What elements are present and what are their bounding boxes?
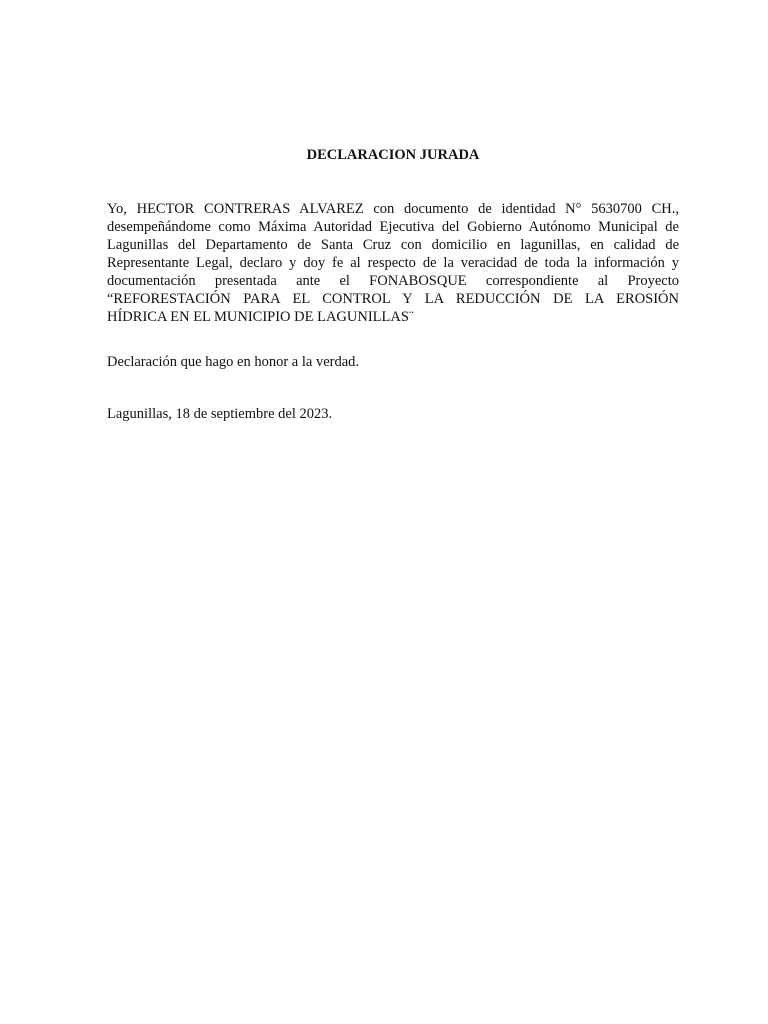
- paragraph-line: Representante Legal, declaro y doy fe al respecto de la veracidad de toda la información y: [107, 255, 679, 271]
- place-date: Lagunillas, 18 de septiembre del 2023.: [107, 406, 333, 422]
- paragraph-line: documentación presentada ante el FONABOSQUE correspondiente al Proyecto: [107, 273, 679, 289]
- paragraph-line: HÍDRICA EN EL MUNICIPIO DE LAGUNILLAS¨: [107, 309, 414, 325]
- document-title: DECLARACION JURADA: [306, 147, 480, 163]
- paragraph-line: Yo, HECTOR CONTRERAS ALVAREZ con documento de identidad N° 5630700 CH.,: [107, 201, 679, 217]
- paragraph-line: Lagunillas del Departamento de Santa Cruz con domicilio en lagunillas, en calidad de: [107, 237, 679, 253]
- paragraph-line: “REFORESTACIÓN PARA EL CONTROL Y LA REDUCCIÓN DE LA EROSIÓN: [107, 291, 679, 307]
- paragraph-line: desempeñándome como Máxima Autoridad Ejecutiva del Gobierno Autónomo Municipal de: [107, 219, 679, 235]
- declaration-paragraph: [107, 200, 679, 326]
- honor-statement: Declaración que hago en honor a la verdad.: [107, 354, 360, 370]
